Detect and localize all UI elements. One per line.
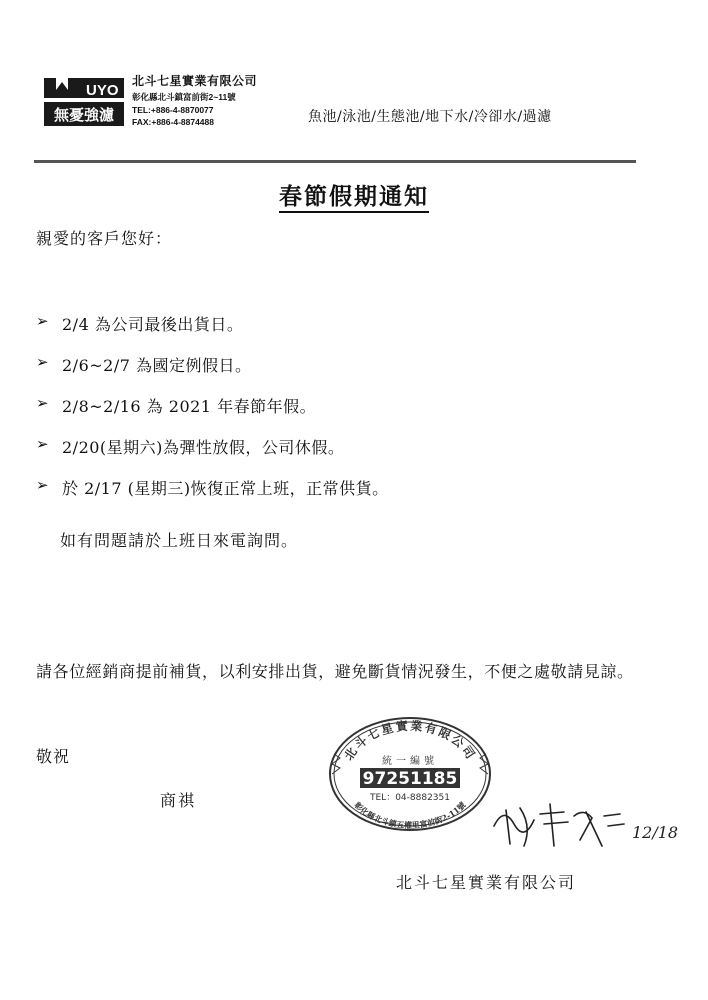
signature-date: 12/18 <box>632 823 679 842</box>
closing-line-2: 商祺 <box>160 791 197 810</box>
list-item <box>36 394 656 435</box>
company-logo <box>42 72 126 128</box>
logo-subtitle-text: 無憂強濾 <box>53 106 115 124</box>
arrow-bullet-icon: ➢ <box>36 312 49 330</box>
arrow-bullet-icon: ➢ <box>36 435 49 453</box>
body-paragraph: 請各位經銷商提前補貨，以利安排出貨，避免斷貨情況發生，不便之處敬請見諒。 <box>36 662 634 681</box>
arrow-bullet-icon: ➢ <box>36 476 49 494</box>
list-item-text: 於 2/17 (星期三)恢復正常上班，正常供貨。 <box>62 479 389 498</box>
letterhead-fax: FAX:+886-4-8874488 <box>132 117 214 127</box>
logo-brand-text: UYO <box>86 82 119 99</box>
seal-label: 統一編號 <box>382 756 438 767</box>
list-item-text: 2/4 為公司最後出貨日。 <box>62 315 244 334</box>
header-divider <box>34 160 636 163</box>
arrow-bullet-icon: ➢ <box>36 394 49 412</box>
letterhead-address: 彰化縣北斗鎮富前街2~11號 <box>132 92 236 102</box>
document-title-text: 春節假期通知 <box>279 183 429 213</box>
letterhead-tagline: 魚池/泳池/生態池/地下水/冷卻水/過濾 <box>308 109 552 125</box>
seal-number: 97251185 <box>362 769 458 789</box>
letterhead-tel: TEL:+886-4-8870077 <box>132 105 214 115</box>
list-item-text: 2/8~2/16 為 2021 年春節年假。 <box>62 397 317 416</box>
list-item <box>36 353 656 394</box>
company-seal-stamp <box>326 714 494 832</box>
letterhead-company-name: 北斗七星實業有限公司 <box>132 74 258 88</box>
closing-line-1: 敬祝 <box>36 747 71 766</box>
footer-company-name: 北斗七星實業有限公司 <box>396 873 577 892</box>
list-item-text: 2/20(星期六)為彈性放假，公司休假。 <box>62 438 345 457</box>
list-item <box>36 476 656 517</box>
handwritten-signature <box>484 796 684 856</box>
seal-top-text: 北斗七星實業有限公司 <box>341 718 479 763</box>
greeting: 親愛的客戶您好： <box>36 229 173 248</box>
document-title <box>0 178 708 211</box>
inquiry-note: 如有問題請於上班日來電詢問。 <box>60 531 299 550</box>
notice-list <box>36 312 656 517</box>
arrow-bullet-icon: ➢ <box>36 353 49 371</box>
letterhead-info <box>132 72 257 127</box>
list-item <box>36 435 656 476</box>
seal-tel: TEL：04-8882351 <box>370 793 450 803</box>
seal-bottom-text: 彰化縣北斗鎮五權里富前街2-11號 <box>352 799 468 831</box>
list-item-text: 2/6~2/7 為國定例假日。 <box>62 356 252 375</box>
list-item <box>36 312 656 353</box>
